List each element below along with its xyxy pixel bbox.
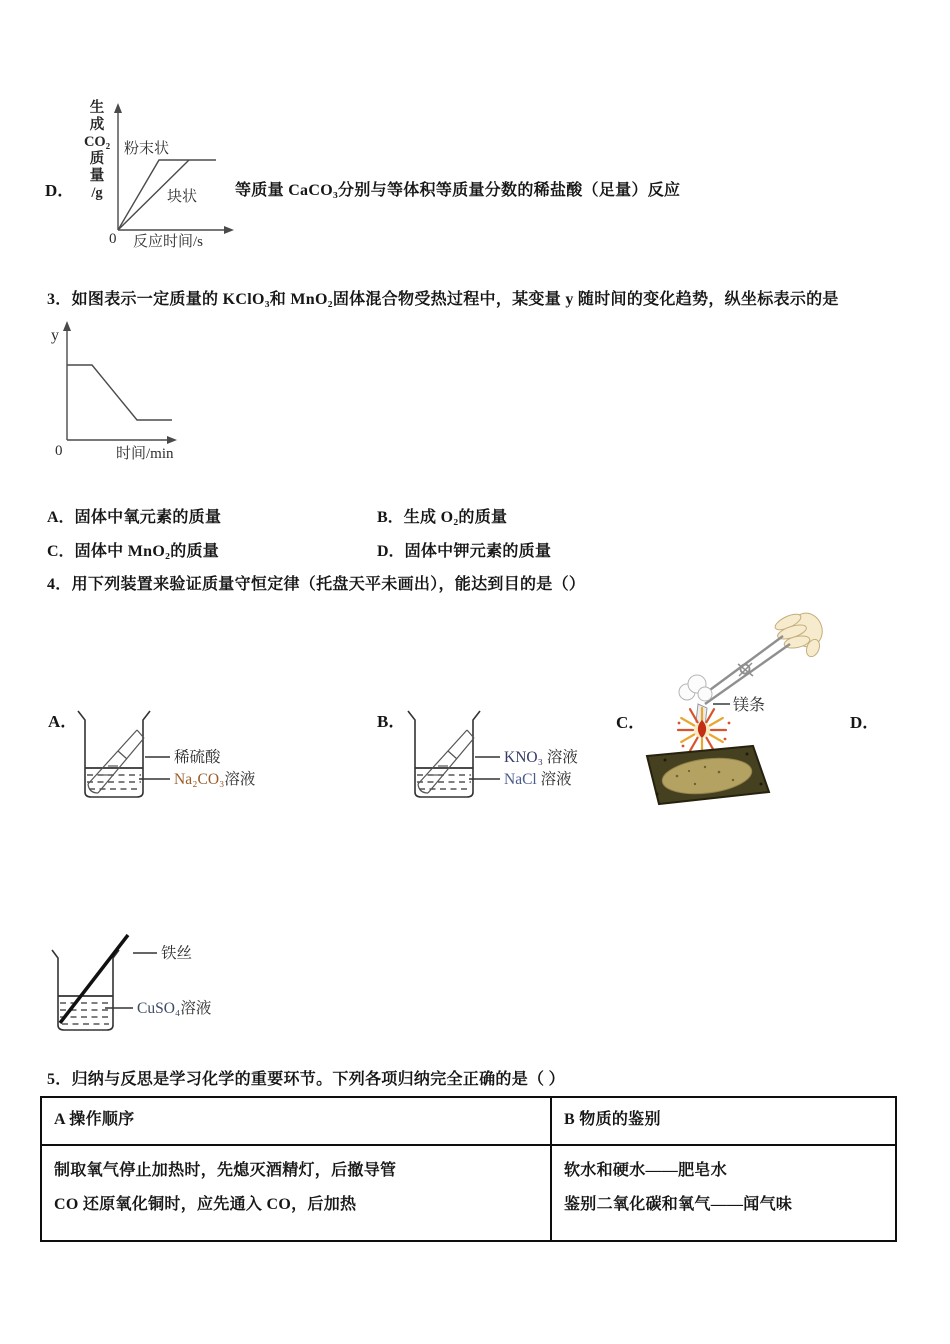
graph-axes <box>118 111 226 230</box>
q4-beaker-d-diagram <box>45 925 295 1040</box>
q5-summary-table <box>40 1096 897 1242</box>
asbestos-mat <box>647 746 769 804</box>
test-tube <box>418 730 474 793</box>
y-curve <box>67 365 172 420</box>
powder-curve-label: 粉末状 <box>124 141 170 157</box>
q4-label-b: B． <box>377 712 406 731</box>
lump-curve-label: 块状 <box>167 189 198 205</box>
iron-wire-label: 铁丝 <box>161 945 193 962</box>
q3-x-axis-label: 时间/min <box>116 446 174 462</box>
table-header-row <box>41 1097 896 1145</box>
q3-option-a <box>47 504 221 527</box>
q4-label-d: D． <box>850 713 880 732</box>
table-cell-a <box>41 1145 551 1241</box>
magnesium-ribbon-label: 镁条 <box>733 697 766 714</box>
solution-formula: Na₂CO₃ <box>174 771 225 788</box>
q2d-graph-y-axis-label <box>80 100 114 202</box>
option-text: 固体中氧元素的质量 <box>74 509 222 526</box>
q2d-x-axis-label: 反应时间/s <box>133 234 204 250</box>
solution-label <box>137 999 212 1017</box>
solution-label <box>174 770 256 788</box>
y-axis-label-line: 生 <box>89 100 105 116</box>
y-axis-arrow <box>63 321 71 331</box>
q4-label-a: A． <box>48 712 78 731</box>
y-axis-label-line: CO₂ <box>83 134 111 150</box>
table-cell-line: 制取氧气停止加热时，先熄灭酒精灯，后撤导管 <box>54 1162 397 1179</box>
q4-label-c: C． <box>616 713 646 732</box>
q4-burning-magnesium-scene <box>635 596 865 814</box>
y-axis-label-line: 成 <box>89 117 105 133</box>
q3-option-b <box>377 504 507 527</box>
tube-formula: KNO₃ <box>504 749 543 766</box>
q2d-origin-label: 0 <box>109 231 117 247</box>
table-header-cell-b: B 物质的鉴别 <box>551 1097 896 1145</box>
x-axis-arrow <box>224 226 234 234</box>
q4-stem: 4．用下列装置来验证质量守恒定律（托盘天平未画出），能达到目的是（） <box>47 576 586 593</box>
option-text: 固体中 MnO₂的质量 <box>74 543 220 560</box>
q3-stem: 3．如图表示一定质量的 KClO₃和 MnO₂固体混合物受热过程中，某变量 y 随时间的变化趋势，纵坐标表示的是 <box>47 291 839 308</box>
q3-option-d <box>377 538 551 561</box>
option-text: 生成 O₂的质量 <box>403 509 508 526</box>
q4-beaker-b-diagram <box>400 700 650 805</box>
table-cell-line: 鉴别二氧化碳和氧气——闻气味 <box>564 1196 793 1213</box>
q2-option-d-text: 等质量 CaCO₃分别与等体积等质量分数的稀盐酸（足量）反应 <box>235 182 681 199</box>
table-body-row <box>41 1145 896 1241</box>
option-key: C． <box>47 543 75 560</box>
table-cell-b <box>551 1145 896 1241</box>
q4-beaker-a-diagram <box>70 700 320 805</box>
q5-stem: 5．归纳与反思是学习化学的重要环节。下列各项归纳完全正确的是（ ） <box>47 1071 565 1088</box>
liquid-dashes <box>417 775 471 789</box>
option-key: D． <box>377 543 405 560</box>
beaker-outline <box>78 711 150 797</box>
table-cell-line: 软水和硬水——肥皂水 <box>564 1162 728 1179</box>
graph-axes <box>67 328 170 440</box>
crucible-tongs <box>699 636 790 704</box>
y-axis-label-line: 质 <box>89 151 105 167</box>
solution-formula: NaCl <box>504 771 537 788</box>
smoke-puffs <box>679 675 712 701</box>
solution-suffix: 溶液 <box>536 771 572 788</box>
q3-origin-label: 0 <box>55 443 63 459</box>
tube-content-label: 稀硫酸 <box>174 749 221 766</box>
test-tube <box>88 730 144 793</box>
y-axis-label-line: /g <box>91 185 103 201</box>
beaker-outline <box>408 711 480 797</box>
q2-option-d-key: D． <box>45 181 75 200</box>
table-cell-line: CO 还原氧化铜时，应先通入 CO，后加热 <box>54 1196 357 1213</box>
q2d-reaction-rate-graph <box>112 103 242 235</box>
q3-option-c <box>47 538 219 561</box>
solution-formula: CuSO₄ <box>137 1000 181 1017</box>
q3-y-axis-label: y <box>51 327 59 344</box>
table-header-cell-a: A 操作顺序 <box>41 1097 551 1145</box>
solution-suffix: 溶液 <box>180 1000 212 1017</box>
y-axis-arrow <box>114 103 122 113</box>
option-key: A． <box>47 509 75 526</box>
liquid-dashes <box>87 775 141 789</box>
option-key: B． <box>377 509 404 526</box>
tube-suffix: 溶液 <box>543 749 578 766</box>
solution-suffix: 溶液 <box>224 771 256 788</box>
solution-label <box>504 770 572 788</box>
y-axis-label-line: 量 <box>89 168 105 184</box>
tube-content-label <box>504 748 578 766</box>
option-text: 固体中钾元素的质量 <box>404 543 552 560</box>
q3-variable-vs-time-graph <box>48 320 183 448</box>
